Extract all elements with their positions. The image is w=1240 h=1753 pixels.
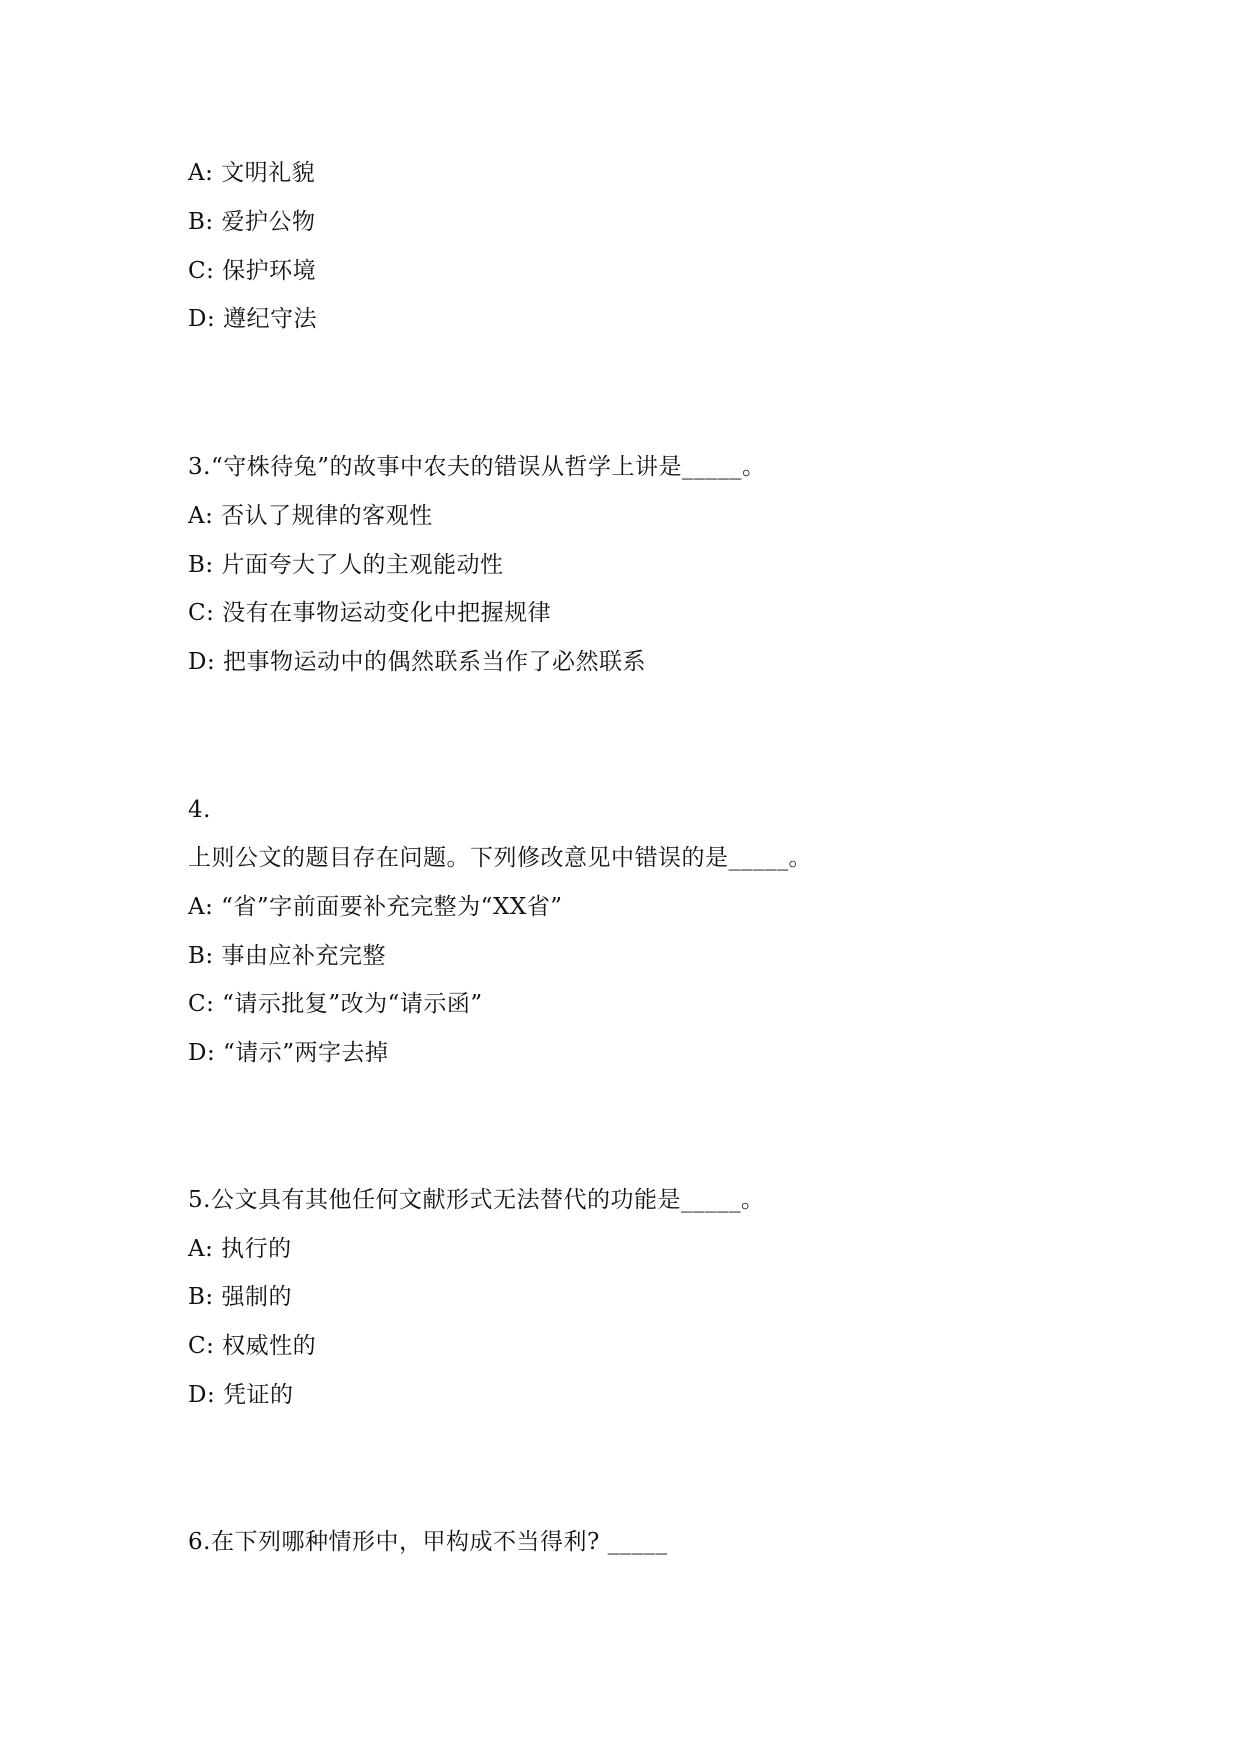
- question-4-option-d: D: “请示”两字去掉: [188, 1040, 389, 1066]
- question-4-stem: 上则公文的题目存在问题。下列修改意见中错误的是_____。: [188, 845, 812, 871]
- option-d: D: 遵纪守法: [188, 306, 318, 332]
- question-6-stem: 6.在下列哪种情形中，甲构成不当得利? _____: [188, 1529, 668, 1555]
- question-4-option-b: B: 事由应补充完整: [188, 943, 386, 969]
- question-4-option-a: A: “省”字前面要补充完整为“XX省”: [188, 894, 563, 920]
- option-c: C: 保护环境: [188, 258, 317, 284]
- question-4-number: 4.: [188, 797, 211, 823]
- option-b: B: 爱护公物: [188, 209, 316, 235]
- question-4-option-c: C: “请示批复”改为“请示函”: [188, 991, 483, 1017]
- question-5-option-a: A: 执行的: [188, 1236, 292, 1262]
- question-3-stem: 3.“守株待兔”的故事中农夫的错误从哲学上讲是_____。: [188, 454, 766, 480]
- question-5-option-c: C: 权威性的: [188, 1333, 317, 1359]
- question-3-option-d: D: 把事物运动中的偶然联系当作了必然联系: [188, 649, 647, 675]
- question-3-option-a: A: 否认了规律的客观性: [188, 503, 433, 529]
- option-a: A: 文明礼貌: [188, 160, 316, 186]
- question-3-option-b: B: 片面夸大了人的主观能动性: [188, 552, 504, 578]
- question-5-stem: 5.公文具有其他任何文献形式无法替代的功能是_____。: [188, 1187, 765, 1213]
- question-3-option-c: C: 没有在事物运动变化中把握规律: [188, 600, 552, 626]
- question-5-option-d: D: 凭证的: [188, 1382, 294, 1408]
- question-5-option-b: B: 强制的: [188, 1284, 292, 1310]
